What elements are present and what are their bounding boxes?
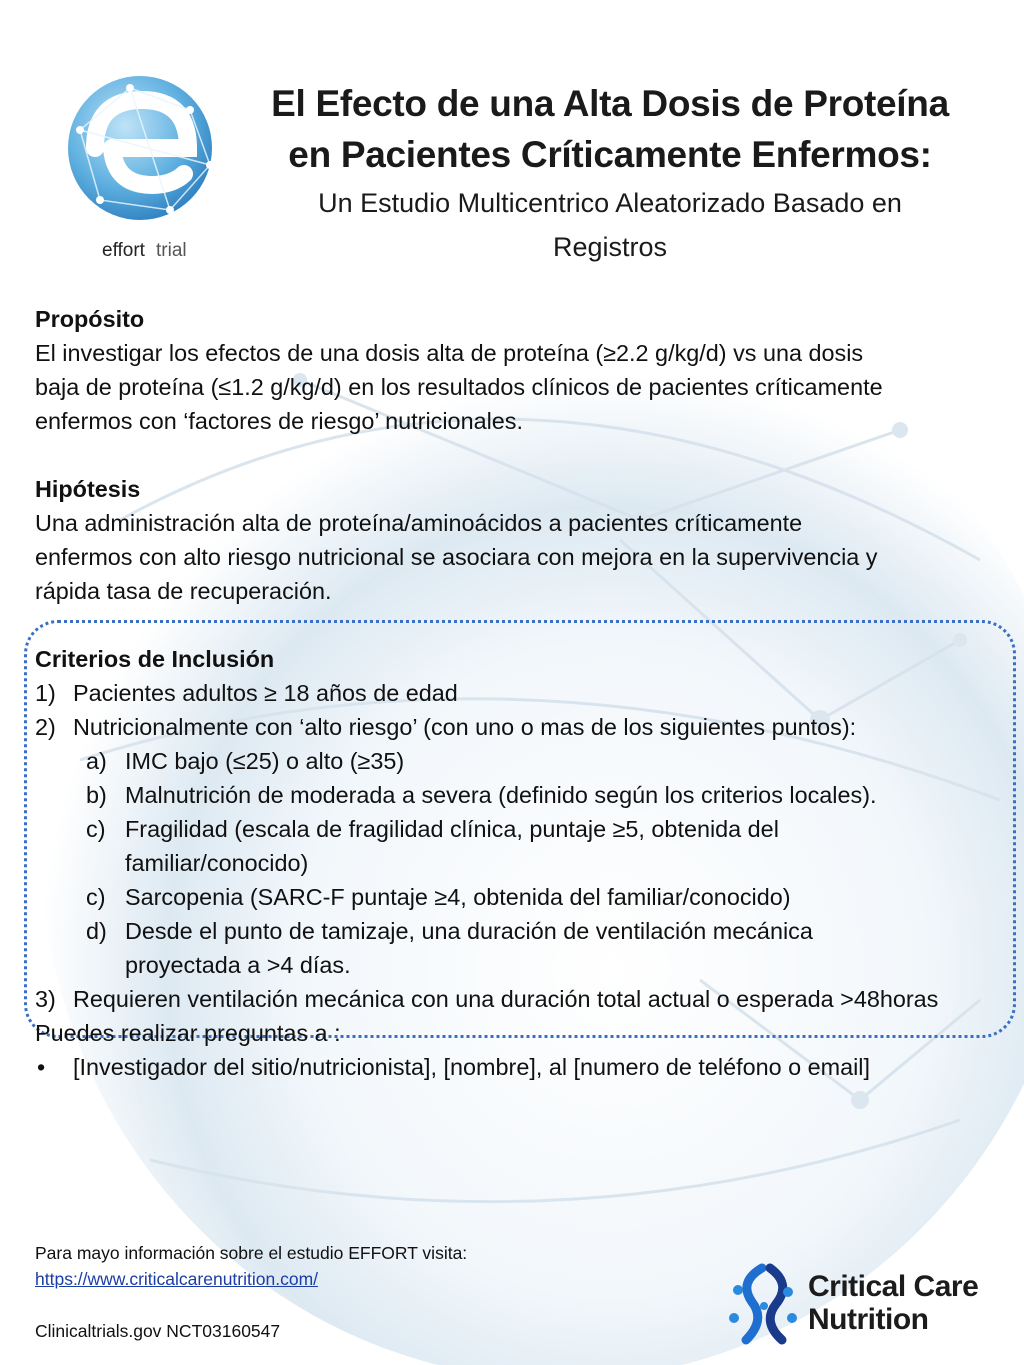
inclusion-item-text: Pacientes adultos ≥ 18 años de edad	[73, 680, 458, 706]
cc-logo-line2: Nutrition	[808, 1303, 929, 1336]
hypothesis-line: Una administración alta de proteína/aminoácidos a pacientes críticamente	[35, 510, 803, 536]
inclusion-item-1	[35, 676, 1010, 710]
main-content	[35, 302, 1010, 1084]
purpose-line: El investigar los efectos de una dosis alta de proteína (≥2.2 g/kg/d) vs una dosis	[35, 340, 864, 366]
inclusion-subitem-text: Malnutrición de moderada a severa (definido según los criterios locales).	[125, 782, 877, 808]
contact-bullet	[35, 1050, 1010, 1084]
purpose-line: enfermos con ‘factores de riesgo’ nutricionales.	[35, 408, 523, 434]
bullet-marker: •	[37, 1054, 46, 1080]
page-title-line1: El Efecto de una Alta Dosis de Proteína	[271, 83, 949, 124]
inclusion-item-2	[35, 710, 1010, 744]
cc-logo-text	[808, 1270, 978, 1336]
contact-text: [Investigador del sitio/nutricionista], [nombre], al [numero de teléfono o email]	[73, 1054, 871, 1080]
list-marker: 1)	[35, 680, 56, 706]
inclusion-subitem-d	[35, 914, 1010, 982]
inclusion-item-text: Nutricionalmente con ‘alto riesgo’ (con uno o mas de los siguientes puntos):	[73, 714, 857, 740]
dna-helix-icon	[724, 1262, 804, 1346]
hypothesis-line: rápida tasa de recuperación.	[35, 578, 332, 604]
list-marker: d)	[86, 918, 107, 944]
inclusion-subitem-text: Fragilidad (escala de fragilidad clínica, puntaje ≥5, obtenida del familiar/conocido)	[125, 816, 779, 876]
logo-suffix-text: trial	[156, 240, 187, 261]
inclusion-item-3	[35, 982, 1010, 1016]
website-link[interactable]: https://www.criticalcarenutrition.com/	[35, 1269, 319, 1289]
inclusion-subitem-a	[35, 744, 1010, 778]
list-marker: b)	[86, 782, 107, 808]
footer-info: Para mayo información sobre el estudio EFFORT visita:	[35, 1243, 468, 1263]
purpose-line: baja de proteína (≤1.2 g/kg/d) en los resultados clínicos de pacientes críticamente	[35, 374, 883, 400]
inclusion-subitem-c-sarcopenia	[35, 880, 1010, 914]
list-marker: 2)	[35, 714, 56, 740]
logo-brand-text: effort	[102, 240, 145, 261]
subtitle-line2: Registros	[552, 232, 668, 262]
inclusion-subitem-text: Desde el punto de tamizaje, una duración de ventilación mecánica proyectada a >4 días.	[125, 918, 813, 978]
inclusion-subitem-b	[35, 778, 1010, 812]
cc-logo-line1: Critical Care	[808, 1270, 979, 1303]
subtitle-line1: Un Estudio Multicentrico Aleatorizado Basado en	[318, 188, 902, 218]
inclusion-subitem-text: IMC bajo (≤25) o alto (≥35)	[125, 748, 405, 774]
inclusion-subitem-c-frailty	[35, 812, 1010, 880]
footer	[35, 1240, 675, 1344]
title-block	[240, 78, 980, 268]
list-marker: c)	[86, 816, 106, 842]
inclusion-subitem-text: Sarcopenia (SARC-F puntaje ≥4, obtenida del familiar/conocido)	[125, 884, 791, 910]
inclusion-heading: Criterios de Inclusión	[35, 646, 275, 672]
hypothesis-line: enfermos con alto riesgo nutricional se asociara con mejora en la supervivencia y	[35, 544, 878, 570]
list-marker: c)	[86, 884, 106, 910]
list-marker: a)	[86, 748, 107, 774]
questions-heading: Puedes realizar preguntas a :	[35, 1020, 341, 1046]
effort-e-globe-icon	[60, 70, 230, 270]
hypothesis-heading: Hipótesis	[35, 476, 141, 502]
purpose-heading: Propósito	[35, 306, 145, 332]
effort-trial-logo	[60, 70, 230, 270]
list-marker: 3)	[35, 986, 56, 1012]
inclusion-item-text: Requieren ventilación mecánica con una duración total actual o esperada >48horas	[73, 986, 939, 1012]
page-title-line2: en Pacientes Críticamente Enfermos:	[288, 134, 932, 175]
critical-care-nutrition-logo	[724, 1262, 994, 1346]
registry-id: Clinicaltrials.gov NCT03160547	[35, 1321, 281, 1341]
